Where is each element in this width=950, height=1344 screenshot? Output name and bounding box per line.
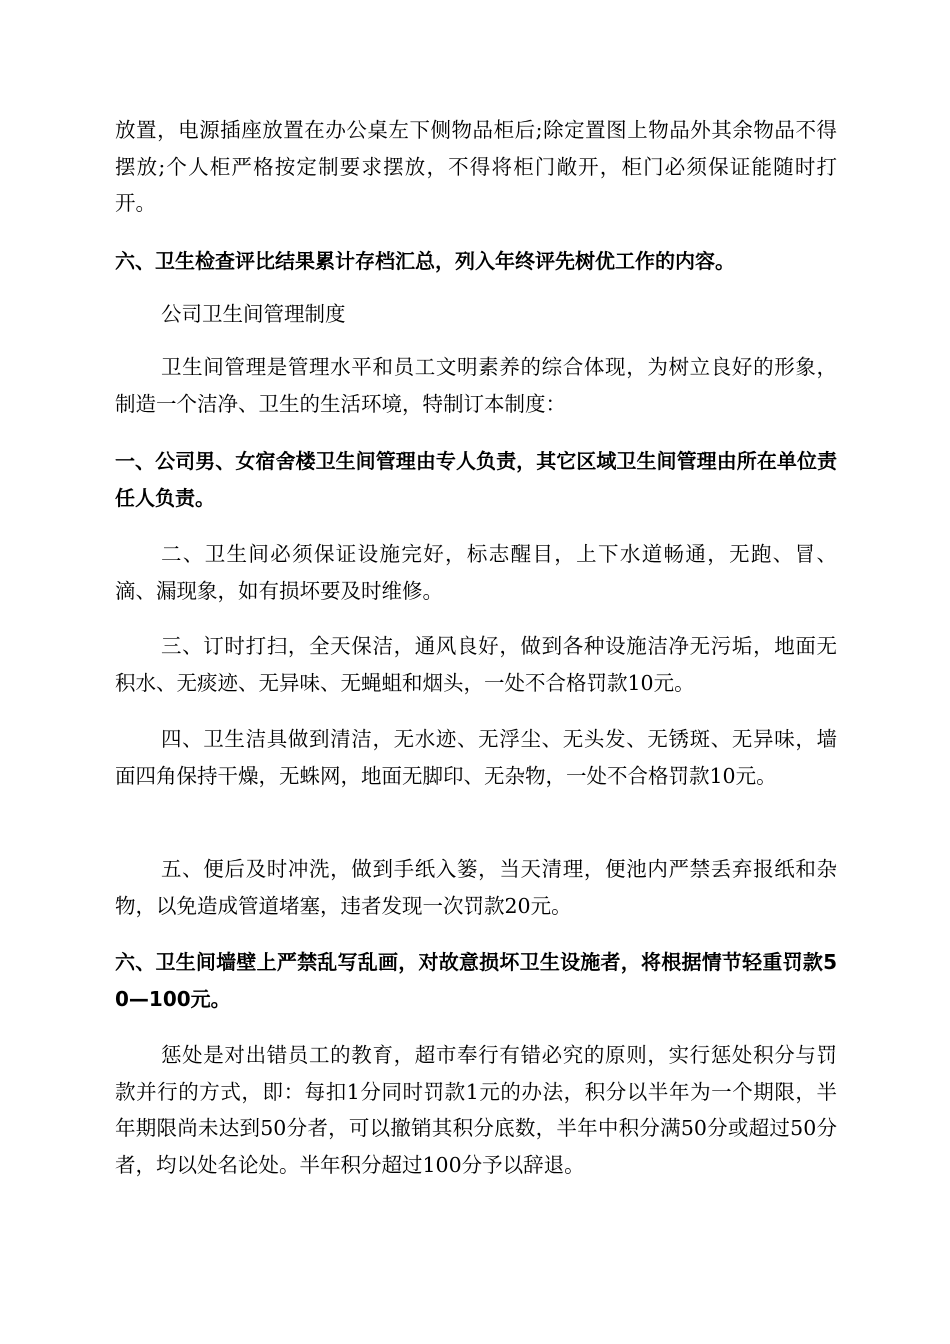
heading-item-6-walls: 六、卫生间墙壁上严禁乱写乱画，对故意损坏卫生设施者，将根据情节轻重罚款50—100元。: [115, 950, 837, 1011]
paragraph-item-5: 五、便后及时冲洗，做到手纸入篓，当天清理，便池内严禁丢弃报纸和杂物，以免造成管道堵塞，违者发现一次罚款20元。: [115, 857, 837, 918]
paragraph-item-3: 三、订时打扫，全天保洁，通风良好，做到各种设施洁净无污垢，地面无积水、无痰迹、无异味、无蝇蛆和烟头，一处不合格罚款10元。: [115, 634, 837, 695]
intro-paragraph: 卫生间管理是管理水平和员工文明素养的综合体现，为树立良好的形象，制造一个洁净、卫生的生活环境，特制订本制度：: [115, 355, 837, 416]
heading-item-6-archiving: 六、卫生检查评比结果累计存档汇总，列入年终评先树优工作的内容。: [115, 249, 735, 273]
heading-item-1-responsibility: 一、公司男、女宿舍楼卫生间管理由专人负责，其它区域卫生间管理由所在单位责任人负责。: [115, 449, 837, 510]
paragraph-item-4: 四、卫生洁具做到清洁，无水迹、无浮尘、无头发、无锈斑、无异味，墙面四角保持干燥，无蛛网，地面无脚印、无杂物，一处不合格罚款10元。: [115, 727, 837, 788]
paragraph-continuation: 放置，电源插座放置在办公桌左下侧物品柜后;除定置图上物品外其余物品不得摆放;个人柜严格按定制要求摆放，不得将柜门敞开，柜门必须保证能随时打开。: [115, 118, 837, 215]
paragraph-item-2: 二、卫生间必须保证设施完好，标志醒目，上下水道畅通，无跑、冒、滴、漏现象，如有损坏要及时维修。: [115, 542, 837, 603]
paragraph-penalty-system: 惩处是对出错员工的教育，超市奉行有错必究的原则，实行惩处积分与罚款并行的方式，即：每扣1分同时罚款1元的办法，积分以半年为一个期限，半年期限尚未达到50分者，可以撤销其积分底数，半年中积分满50分或超过50分者，均以处名论处。半年积分超过100分予以辞退。: [115, 1043, 837, 1177]
section-title: 公司卫生间管理制度: [161, 302, 346, 326]
